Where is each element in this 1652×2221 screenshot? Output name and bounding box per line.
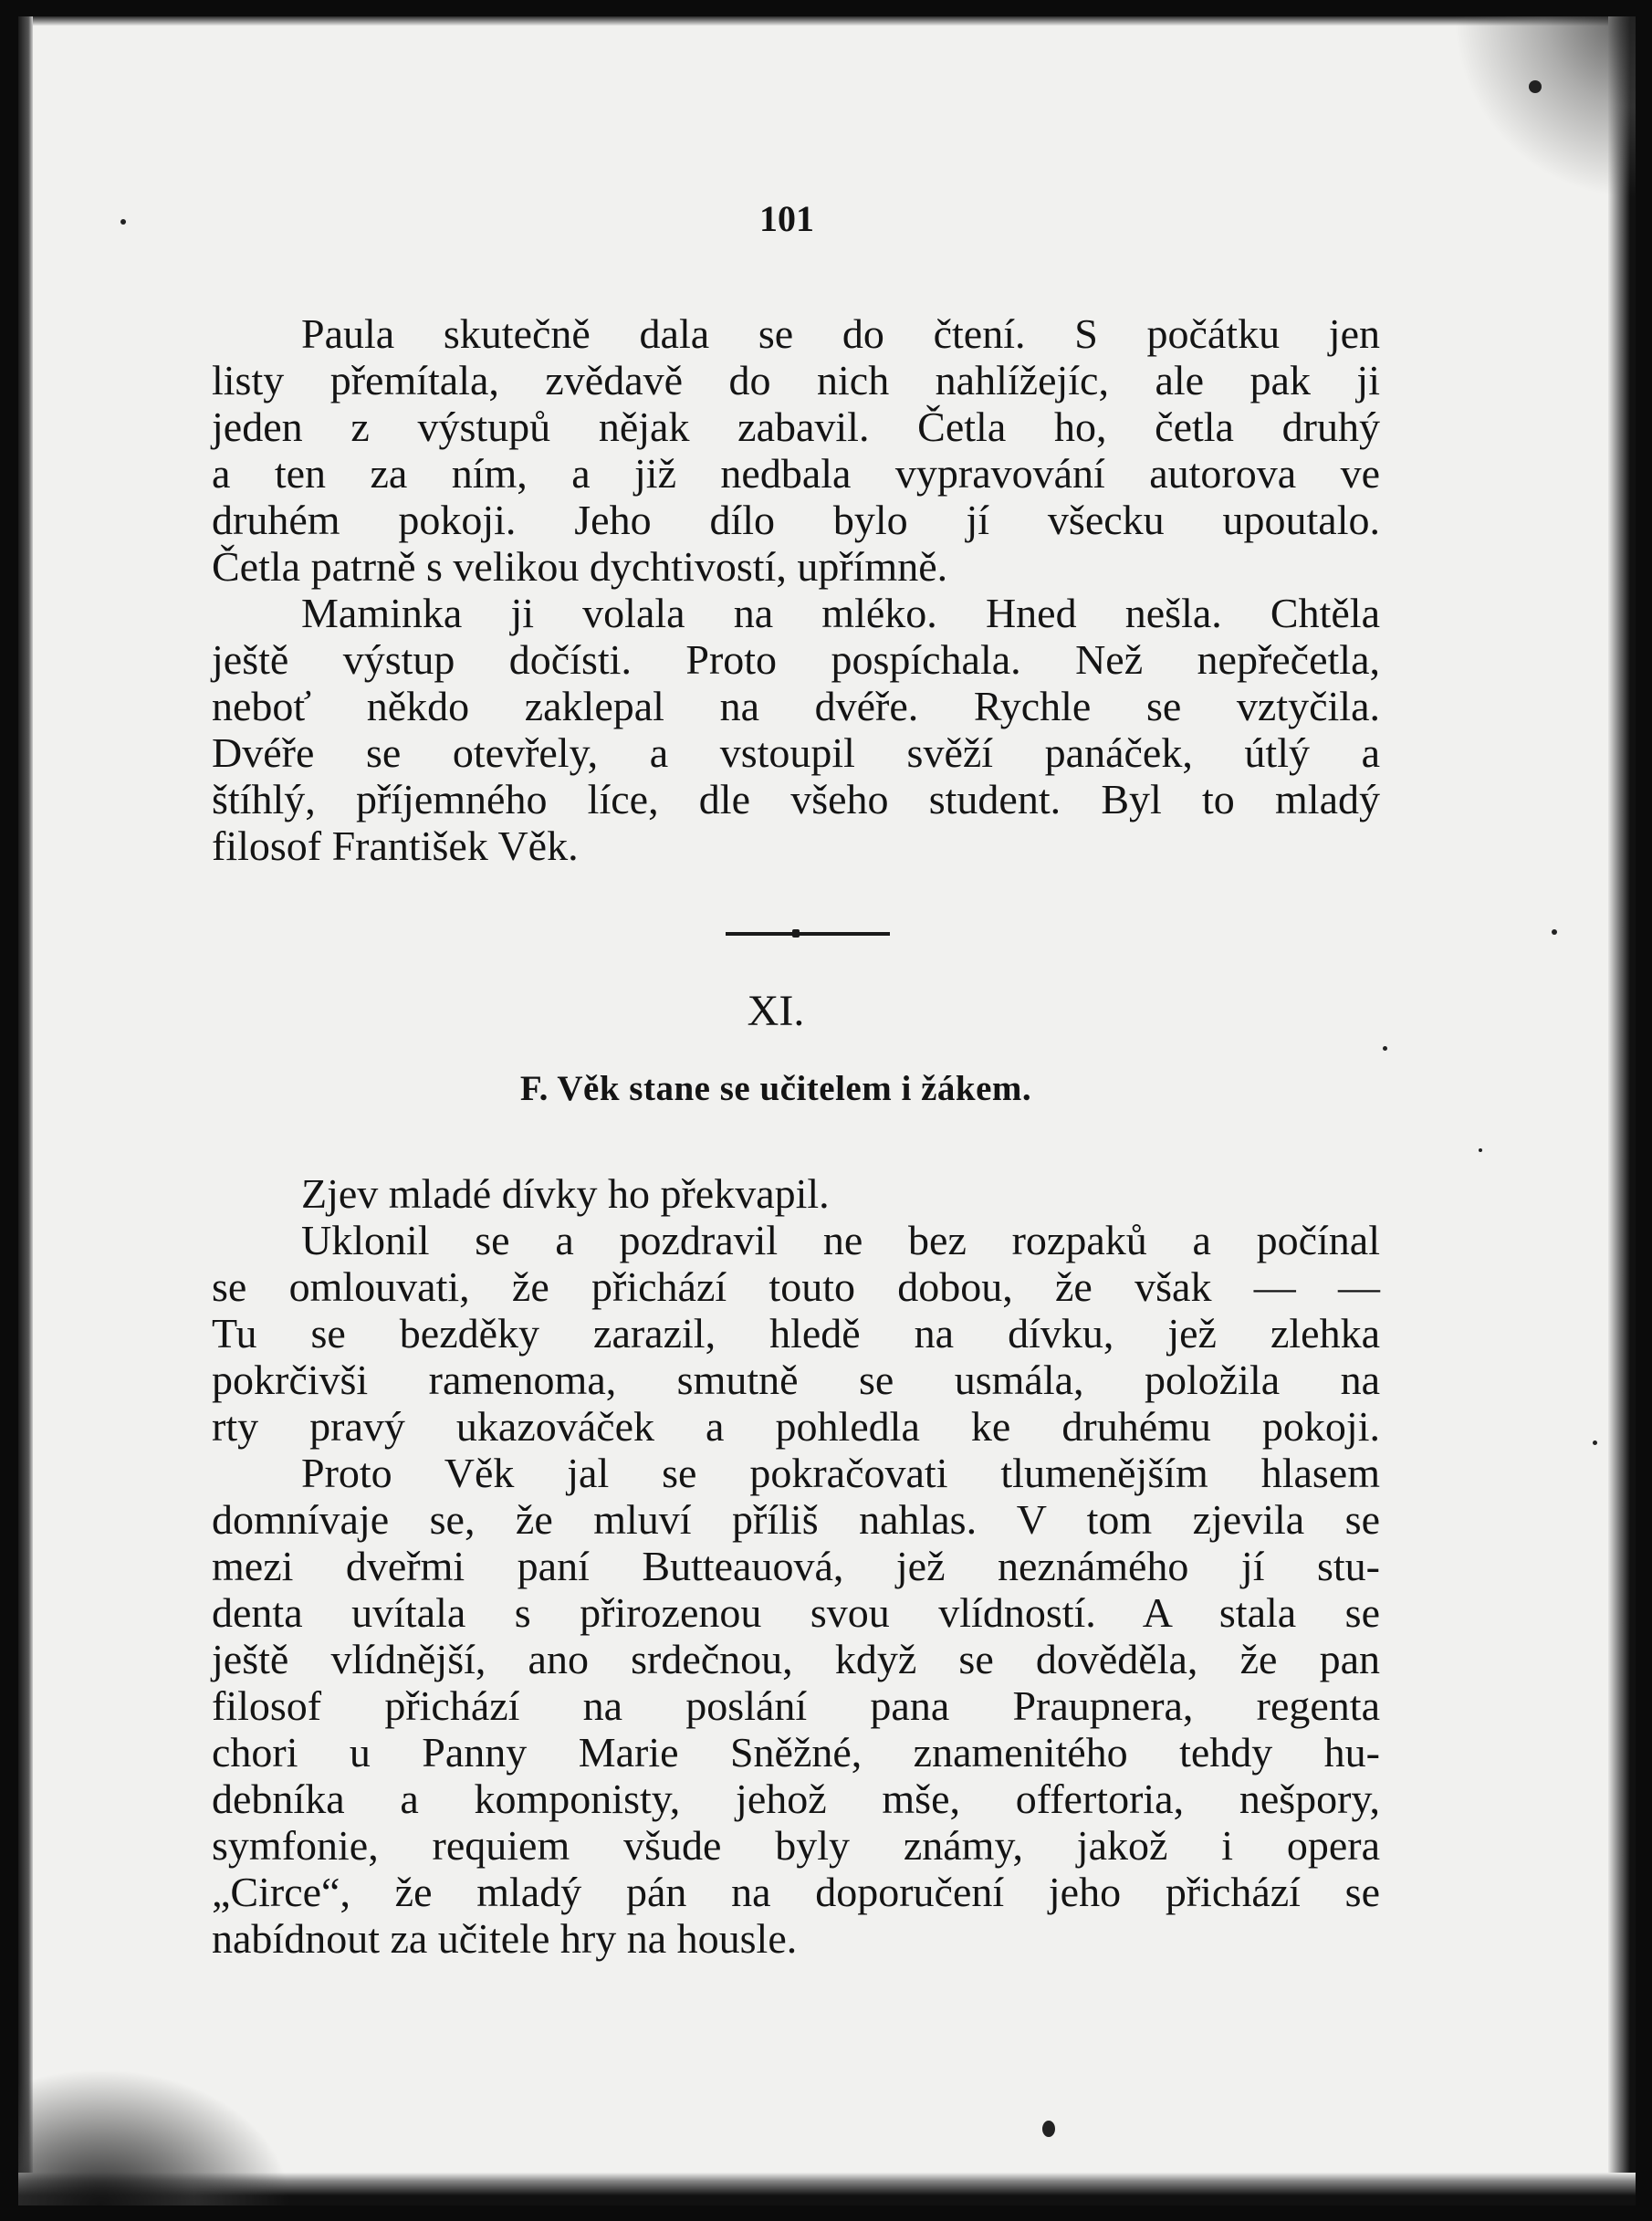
scan-speck: [1479, 1148, 1482, 1152]
text-line: debníka a komponisty, jehož mše, offertoria, nešpory,: [212, 1776, 1380, 1822]
scan-edge-right: [1608, 16, 1636, 2205]
text-line: ještě vlídnější, ano srdečnou, když se dověděla, že pan: [212, 1636, 1380, 1682]
text-line: Uklonil se a pozdravil ne bez rozpaků a počínal: [301, 1217, 1380, 1263]
chapter-title: F. Věk stane se učitelem i žákem.: [519, 1069, 1032, 1108]
text-line: domnívaje se, že mluví příliš nahlas. V tom zjevila se: [212, 1496, 1380, 1543]
text-line: štíhlý, příjemného líce, dle všeho student. Byl to mladý: [212, 776, 1380, 822]
text-line: a ten za ním, a již nedbala vypravování autorova ve: [212, 450, 1380, 497]
section-divider-ornament: [792, 929, 800, 938]
scan-speck: [1042, 2121, 1055, 2137]
scan-corner-shadow: [18, 2069, 292, 2205]
section-divider: [726, 932, 890, 936]
text-line: neboť někdo zaklepal na dvéře. Rychle se vztyčila.: [212, 683, 1380, 729]
paragraph-block-1: [212, 310, 1380, 869]
text-line: ještě výstup dočísti. Proto pospíchala. Než nepřečetla,: [212, 636, 1380, 683]
text-line: denta uvítala s přirozenou svou vlídností. A stala se: [212, 1589, 1380, 1636]
text-line: jeden z výstupů nějak zabavil. Četla ho, četla druhý: [212, 403, 1380, 450]
text-line: Četla patrně s velikou dychtivostí, upřímně.: [212, 543, 948, 590]
text-line: pokrčivši ramenoma, smutně se usmála, položila na: [212, 1357, 1380, 1403]
text-line: „Circe“, že mladý pán na doporučení jeho přichází se: [212, 1869, 1380, 1915]
scan-speck: [1552, 929, 1557, 935]
text-line: rty pravý ukazováček a pohledla ke druhému pokoji.: [212, 1403, 1380, 1450]
scan-edge-top: [18, 16, 1636, 26]
scan-speck: [1529, 80, 1542, 93]
text-line: mezi dveřmi paní Butteauová, jež neznámého jí stu-: [212, 1543, 1380, 1589]
text-line: Dvéře se otevřely, a vstoupil svěží panáček, útlý a: [212, 729, 1380, 776]
scan-edge-left: [18, 16, 33, 2205]
text-line: Paula skutečně dala se do čtení. S počátku jen: [301, 310, 1380, 357]
text-line: filosof František Věk.: [212, 822, 579, 869]
text-line: chori u Panny Marie Sněžné, znamenitého tehdy hu-: [212, 1729, 1380, 1776]
text-line: listy přemítala, zvědavě do nich nahlížejíc, ale pak ji: [212, 357, 1380, 403]
text-line: filosof přichází na poslání pana Praupnera, regenta: [212, 1682, 1380, 1729]
text-line: se omlouvati, že přichází touto dobou, že však — —: [212, 1263, 1380, 1310]
scan-speck: [1593, 1441, 1597, 1445]
text-line: nabídnout za učitele hry na housle.: [212, 1915, 798, 1962]
scan-speck: [1383, 1046, 1387, 1051]
text-line: druhém pokoji. Jeho dílo bylo jí všecku upoutalo.: [212, 497, 1380, 543]
scan-corner-shadow: [1453, 16, 1636, 199]
text-line: symfonie, requiem všude byly známy, jakož i opera: [212, 1822, 1380, 1869]
paragraph-block-2: [212, 1170, 1380, 1962]
text-line: Tu se bezděky zarazil, hledě na dívku, jež zlehka: [212, 1310, 1380, 1357]
text-line: Maminka ji volala na mléko. Hned nešla. Chtěla: [301, 590, 1380, 636]
text-line: Zjev mladé dívky ho překvapil.: [301, 1170, 830, 1217]
text-line: Proto Věk jal se pokračovati tlumenějším hlasem: [301, 1450, 1380, 1496]
chapter-number: XI.: [747, 987, 805, 1035]
book-page: [18, 16, 1636, 2205]
page-number: 101: [759, 198, 814, 239]
